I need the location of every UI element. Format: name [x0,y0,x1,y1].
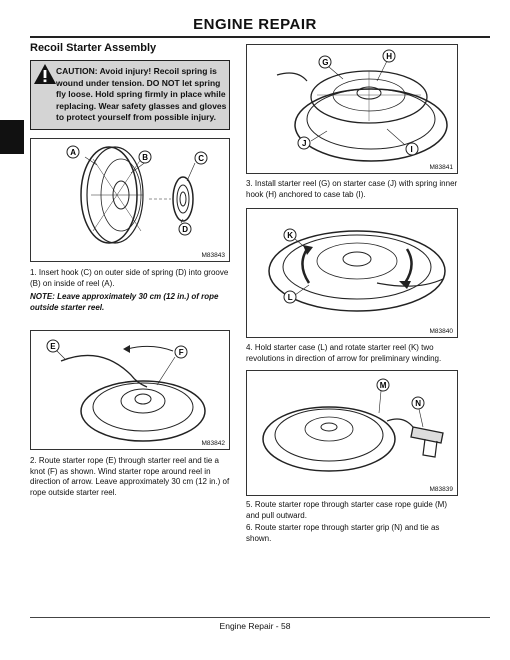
rope-grip-illustration [247,371,458,496]
step-1-text: 1. Insert hook (C) on outer side of spring (D) into groove (B) on inside of reel (A). [30,268,229,288]
callout-f: F [178,348,184,357]
page-title: ENGINE REPAIR [193,16,317,33]
page-footer: Engine Repair - 58 [219,621,291,631]
figure-winding [246,208,458,338]
callout-i: I [410,145,413,154]
figure-code: M83839 [429,486,453,493]
callout-g: G [322,58,329,67]
header-rule [30,36,490,38]
figure-code: M83840 [429,328,453,335]
warning-icon [33,63,57,85]
callout-l: L [287,293,293,302]
callout-e: E [50,342,56,351]
callout-h: H [386,52,393,61]
step-5-text: 5. Route starter rope through starter case rope guide (M) and pull outward. [246,500,447,520]
callout-k: K [287,231,294,240]
callout-j: J [302,139,307,148]
figure-code: M83843 [201,252,225,259]
callout-c: C [198,154,205,163]
callout-n: N [415,399,422,408]
callout-b: B [142,153,149,162]
figure-rope-knot [30,330,230,450]
reel-spring-illustration [31,139,230,262]
section-title: Recoil Starter Assembly [30,42,157,54]
figure-code: M83841 [429,164,453,171]
reel-case-illustration [247,45,458,174]
step-3-text: 3. Install starter reel (G) on starter case (J) with spring inner hook (H) anchored to case tab (I). [246,179,458,199]
note-text: NOTE: Leave approximately 30 cm (12 in.) of rope outside starter reel. [30,292,219,312]
figure-code: M83842 [201,440,225,447]
section-tab [0,120,24,154]
callout-a: A [70,148,77,157]
rope-knot-illustration [31,331,230,450]
winding-illustration [247,209,458,338]
caution-text: CAUTION: Avoid injury! Recoil spring is wound under tension. DO NOT let spring fly loose. Hold spring firmly in place while replacing. Wear safety glasses and gloves to protect yourself from possible injury. [56,66,227,122]
figure-rope-grip [246,370,458,496]
footer-rule [30,617,490,618]
figure-reel-case [246,44,458,174]
step-4-text: 4. Hold starter case (L) and rotate starter reel (K) two revolutions in direction of arrow for preliminary winding. [246,343,442,363]
callout-m: M [379,381,387,390]
figure-reel-spring [30,138,230,262]
step-2-text: 2. Route starter rope (E) through starter reel and tie a knot (F) as shown. Wind starter rope around reel in direction of arrow. Leave approximately 30 cm (12 in.) of rope outside starter reel. [30,456,230,497]
callout-d: D [182,225,189,234]
step-6-text: 6. Route starter rope through starter grip (N) and tie as shown. [246,523,440,543]
